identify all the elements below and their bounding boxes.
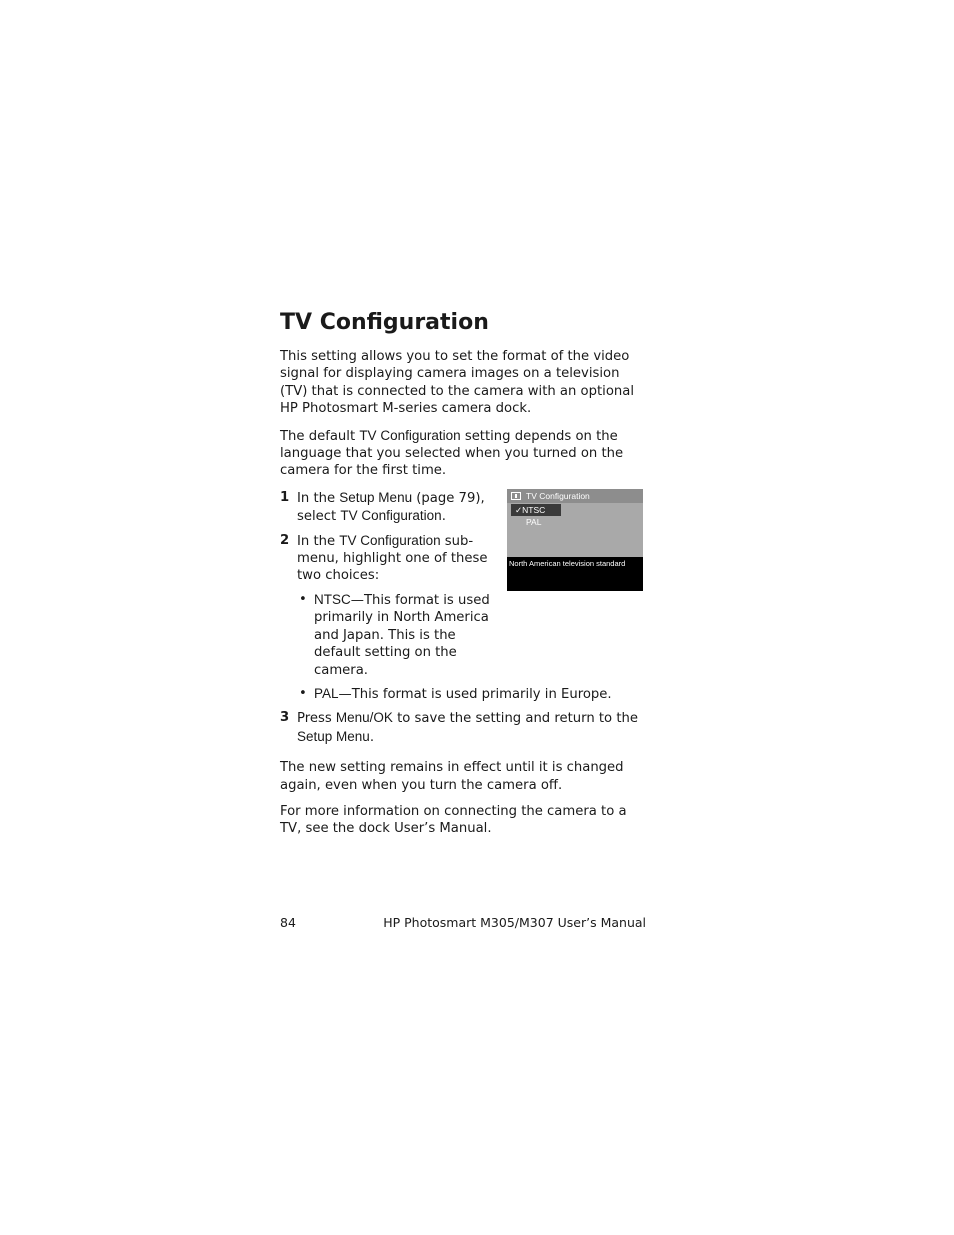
page-number: 84 [280,915,296,930]
ui-term: TV Configuration [340,508,442,524]
step-1: 1 In the Setup Menu (page 79), select TV Configuration. [280,489,485,525]
default-setting-paragraph: The default TV Configuration setting depends on the language that you selected when you turned on the camera for the first time. [280,427,624,479]
bullet-marker: • [299,685,307,701]
camera-screen-illustration [507,489,643,591]
step-2: 2 In the TV Configuration sub-menu, highlight one of these two choices: [280,532,488,584]
step-number: 2 [280,532,290,548]
page-title: TV Configuration [280,310,489,335]
screen-option-ntsc: ✓NTSC [511,504,561,516]
setup-menu-icon [511,492,521,500]
bullet-ntsc: • NTSC—This format is used primarily in North America and Japan. This is the default setting on the camera. [299,591,490,678]
ui-term: TV Configuration [339,532,441,548]
screen-help-text: North American television standard [507,557,643,591]
bullet-pal: • PAL—This format is used primarily in Europe. [299,685,612,702]
page-content [280,308,646,847]
steps-section [280,489,646,746]
ui-term: Setup Menu [297,728,370,744]
step-number: 1 [280,489,290,505]
ui-term: Menu/OK [335,710,393,726]
step-3: 3 Press Menu/OK to save the setting and return to the Setup Menu. [280,710,638,745]
intro-paragraph: This setting allows you to set the format of the video signal for displaying camera images on a television (TV) that is connected to the camera with an optional HP Photosmart M-series camera dock. [280,349,635,417]
remain-paragraph: The new setting remains in effect until it is changed again, even when you turn the camera off. [280,760,624,793]
ui-term: NTSC [314,591,351,607]
ui-term: TV Configuration [359,427,461,443]
screen-option-pal: PAL [526,516,542,527]
more-info-paragraph: For more information on connecting the camera to a TV, see the dock User’s Manual. [280,803,627,837]
screen-title: TV Configuration [526,490,590,501]
ui-term: Setup Menu [339,489,413,505]
manual-title: HP Photosmart M305/M307 User’s Manual [383,915,646,930]
step-number: 3 [280,710,290,726]
ui-term: PAL [314,685,339,701]
bullet-marker: • [299,591,307,607]
screen-header [507,489,643,503]
